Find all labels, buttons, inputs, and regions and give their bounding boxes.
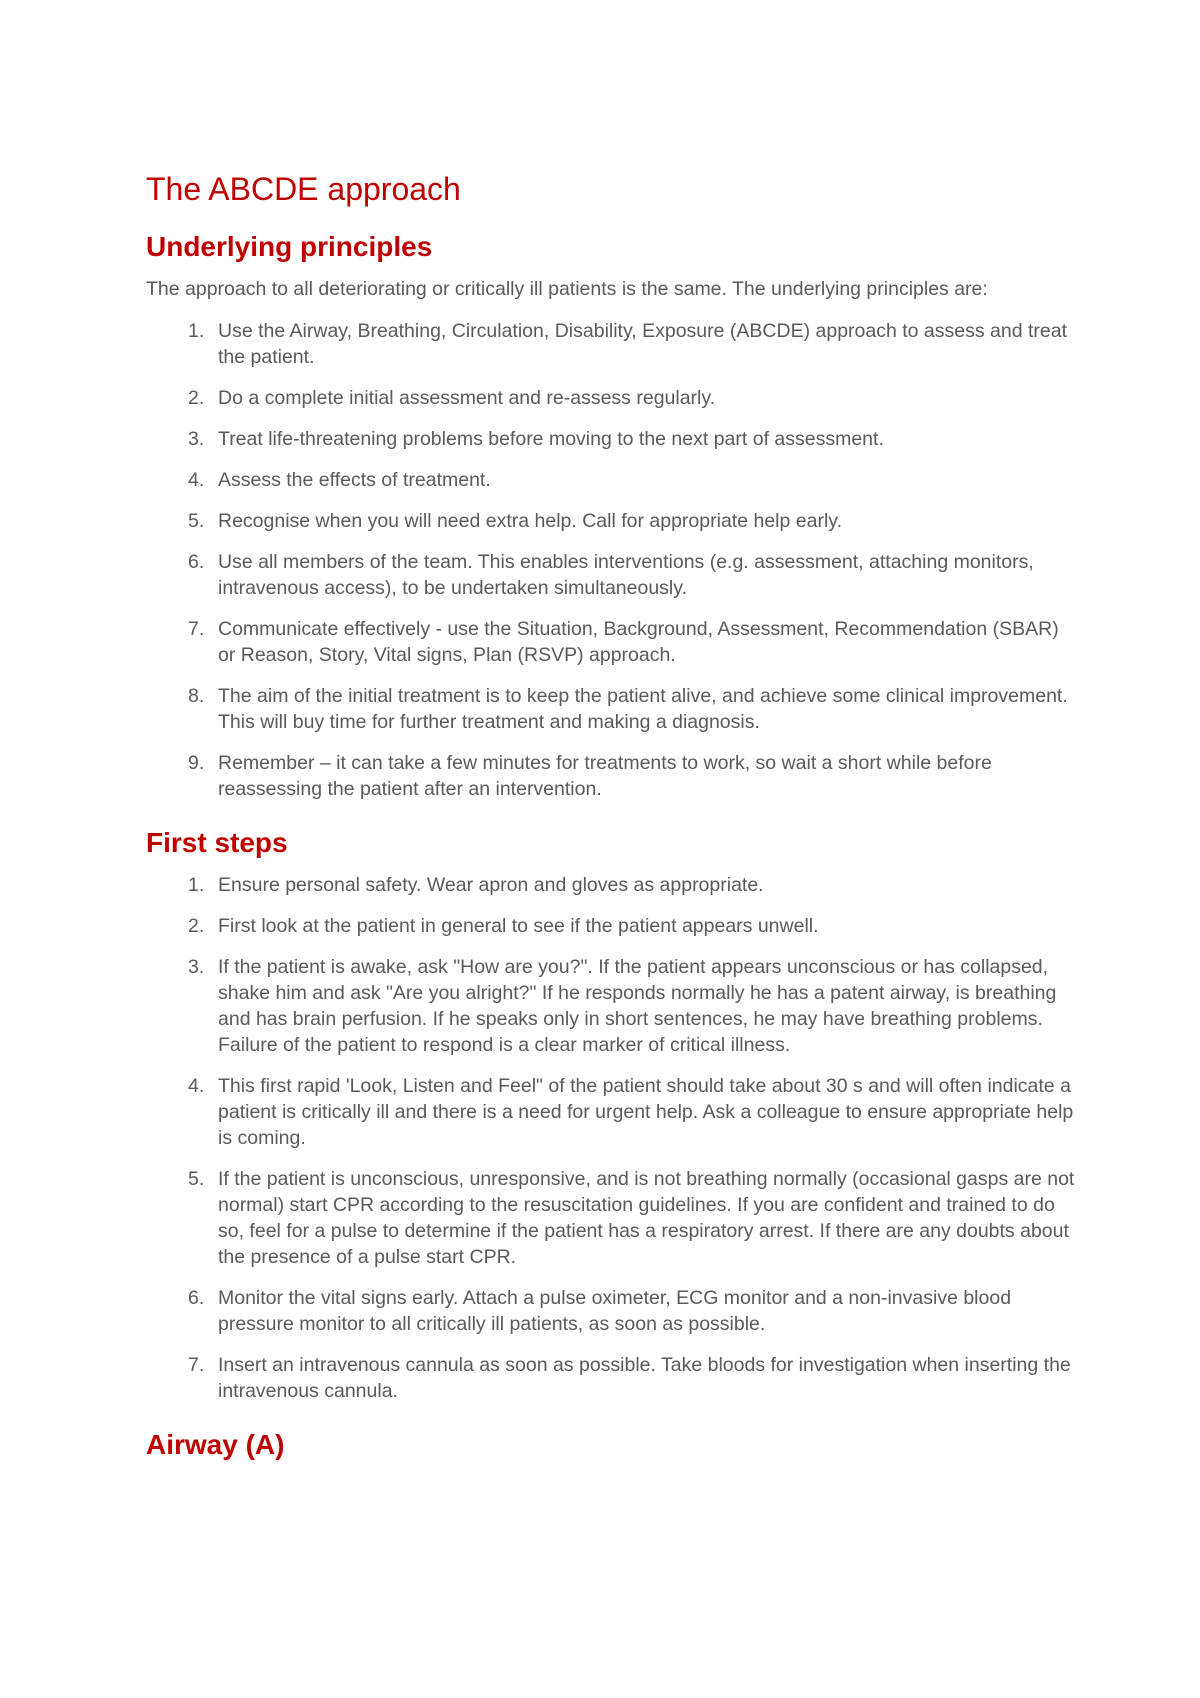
list-item: [146, 1073, 1076, 1151]
list-item-text: If the patient is unconscious, unresponsive, and is not breathing normally (occasional gasps are not normal) start CPR according to the resuscitation guidelines. If you are confident and trained to do so, feel for a pulse to determine if the patient has a respiratory arrest. If there are any doubts about the presence of a pulse start CPR.: [218, 1167, 1075, 1268]
document-title: The ABCDE approach: [146, 171, 461, 207]
section-heading-first-steps: First steps: [146, 826, 288, 858]
list-item-number: 7.: [188, 1353, 205, 1376]
list-item: [146, 318, 1076, 370]
list-item-number: 9.: [188, 751, 205, 774]
list-item-number: 5.: [188, 1167, 205, 1190]
list-item-text: The aim of the initial treatment is to keep the patient alive, and achieve some clinical improvement. This will buy time for further treatment and making a diagnosis.: [218, 684, 1068, 733]
principles-list: [146, 318, 1076, 802]
list-item-text: Remember – it can take a few minutes for treatments to work, so wait a short while before reassessing the patient after an intervention.: [218, 751, 992, 800]
list-item-number: 7.: [188, 617, 205, 640]
list-item: [146, 1166, 1076, 1270]
list-item-text: Monitor the vital signs early. Attach a pulse oximeter, ECG monitor and a non-invasive blood pressure monitor to all critically ill patients, as soon as possible.: [218, 1286, 1012, 1335]
list-item-number: 3.: [188, 955, 205, 978]
list-item-number: 4.: [188, 468, 205, 491]
list-item: [146, 467, 1076, 493]
list-item-text: This first rapid 'Look, Listen and Feel" of the patient should take about 30 s and will often indicate a patient is critically ill and there is a need for urgent help. Ask a colleague to ensure appropriate help is coming.: [218, 1074, 1074, 1149]
list-item: [146, 616, 1076, 668]
list-item-text: If the patient is awake, ask "How are you?". If the patient appears unconscious or has collapsed, shake him and ask "Are you alright?" If he responds normally he has a patent airway, is breathing and has brain perfusion. If he speaks only in short sentences, he may have breathing problems. Failure of the patient to respond is a clear marker of critical illness.: [218, 955, 1057, 1056]
list-item-text: Do a complete initial assessment and re-assess regularly.: [218, 386, 716, 409]
list-item-number: 6.: [188, 550, 205, 573]
list-item-number: 2.: [188, 914, 205, 937]
section-heading-underlying-principles: Underlying principles: [146, 231, 433, 263]
list-item-text: Insert an intravenous cannula as soon as possible. Take bloods for investigation when inserting the intravenous cannula.: [218, 1353, 1071, 1402]
list-item-text: Use the Airway, Breathing, Circulation, Disability, Exposure (ABCDE) approach to assess and treat the patient.: [218, 319, 1067, 368]
list-item-text: Ensure personal safety. Wear apron and gloves as appropriate.: [218, 873, 764, 896]
list-item-text: Recognise when you will need extra help. Call for appropriate help early.: [218, 509, 842, 532]
list-item-text: First look at the patient in general to see if the patient appears unwell.: [218, 914, 819, 937]
list-item-number: 1.: [188, 319, 205, 342]
list-item-number: 8.: [188, 684, 205, 707]
list-item: [146, 385, 1076, 411]
list-item-text: Assess the effects of treatment.: [218, 468, 491, 491]
section-heading-airway: Airway (A): [146, 1428, 285, 1460]
list-item-number: 6.: [188, 1286, 205, 1309]
list-item: [146, 913, 1076, 939]
list-item: [146, 954, 1076, 1058]
first-steps-list: [146, 872, 1076, 1404]
list-item: [146, 1352, 1076, 1404]
list-item: [146, 750, 1076, 802]
list-item-number: 2.: [188, 386, 205, 409]
list-item-text: Treat life-threatening problems before moving to the next part of assessment.: [218, 427, 884, 450]
list-item: [146, 549, 1076, 601]
list-item: [146, 508, 1076, 534]
list-item-number: 3.: [188, 427, 205, 450]
list-item-number: 4.: [188, 1074, 205, 1097]
list-item-text: Communicate effectively - use the Situation, Background, Assessment, Recommendation (SBAR) or Reason, Story, Vital signs, Plan (RSVP) approach.: [218, 617, 1059, 666]
list-item-number: 5.: [188, 509, 205, 532]
list-item: [146, 1285, 1076, 1337]
list-item-text: Use all members of the team. This enables interventions (e.g. assessment, attaching monitors, intravenous access), to be undertaken simultaneously.: [218, 550, 1034, 599]
principles-intro: The approach to all deteriorating or critically ill patients is the same. The underlying principles are:: [146, 277, 988, 300]
document-page: [146, 170, 1076, 1473]
list-item: [146, 872, 1076, 898]
list-item-number: 1.: [188, 873, 205, 896]
list-item: [146, 683, 1076, 735]
list-item: [146, 426, 1076, 452]
